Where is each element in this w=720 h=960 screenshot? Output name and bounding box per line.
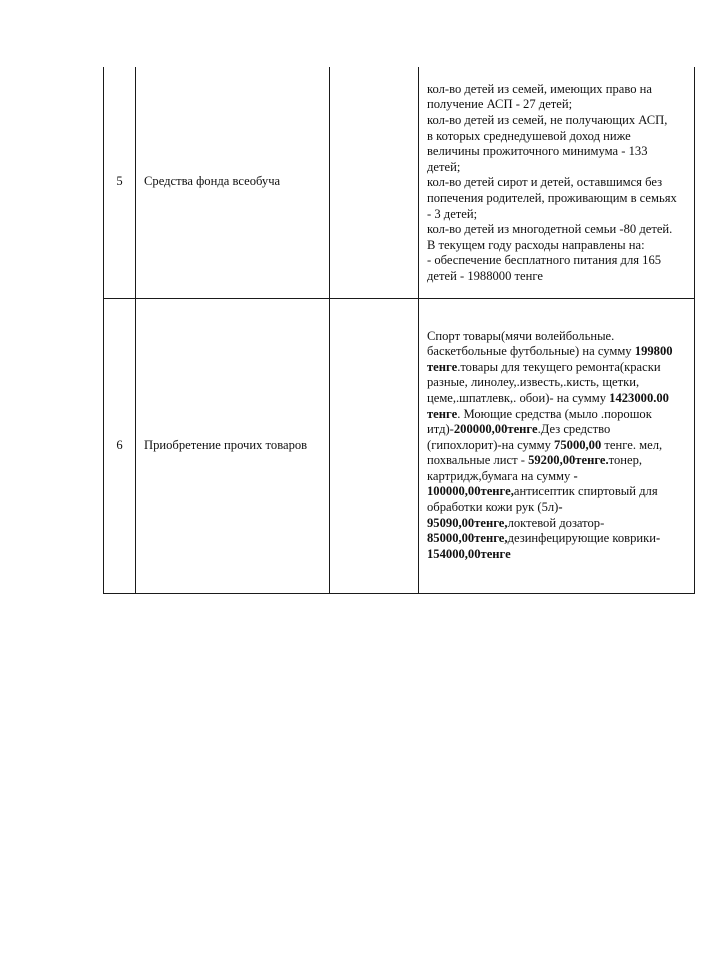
description-line <box>427 516 688 532</box>
bold-run: 95090,00тенге, <box>427 515 508 530</box>
description-line <box>427 453 688 469</box>
text-run: разные, линолеу,.известь,.кисть, щетки, <box>427 375 640 390</box>
row-empty-cell <box>330 298 419 593</box>
text-run: Спорт товары(мячи волейбольные. <box>427 328 615 343</box>
text-run: получение АСП - 27 детей; <box>427 97 573 112</box>
text-run: .товары для текущего ремонта(краски <box>457 359 661 374</box>
text-run: тенге. мел, <box>601 437 663 452</box>
text-run: тонер, <box>608 453 643 468</box>
bold-run: тенге <box>427 359 458 374</box>
text-run: кол-во детей сирот и детей, оставшимся без <box>427 175 663 190</box>
text-run: баскетбольные футбольные) на сумму <box>427 344 635 359</box>
text-run: похвальные лист - <box>427 453 529 468</box>
description-text <box>427 80 688 285</box>
text-run: В текущем году расходы направлены на: <box>427 237 645 252</box>
text-run: в которых среднедушевой доход ниже <box>427 128 631 143</box>
description-line <box>427 97 688 113</box>
description-line <box>427 375 688 391</box>
row-number: 6 <box>104 298 136 593</box>
table-row <box>104 67 695 298</box>
description-line <box>427 238 688 254</box>
row-name: Приобретение прочих товаров <box>136 298 330 593</box>
description-line <box>427 329 688 345</box>
description-line <box>427 144 688 160</box>
description-line <box>427 160 688 176</box>
bold-run: 1423000.00 <box>609 390 669 405</box>
bold-run: - <box>573 468 578 483</box>
bold-run: - <box>558 500 563 515</box>
text-run: - обеспечение бесплатного питания для 165 <box>427 253 662 268</box>
text-run: локтевой дозатор- <box>507 515 605 530</box>
text-run: дезинфецирующие коврики <box>507 531 657 546</box>
table-row <box>104 298 695 593</box>
text-run: детей; <box>427 159 461 174</box>
description-line <box>427 422 688 438</box>
bold-run: 154000,00тенге <box>427 546 511 561</box>
description-line <box>427 407 688 423</box>
row-description <box>419 67 695 298</box>
description-text <box>427 329 688 563</box>
text-run: детей - 1988000 тенге <box>427 269 543 284</box>
text-run: .Дез средство <box>537 422 611 437</box>
row-description <box>419 298 695 593</box>
description-line <box>427 547 688 563</box>
description-line <box>427 438 688 454</box>
text-run: (гипохлорит)-на сумму <box>427 437 555 452</box>
text-run: величины прожиточного минимума - 133 <box>427 144 648 159</box>
text-run: - 3 детей; <box>427 206 478 221</box>
text-run: антисептик спиртовый для <box>513 484 658 499</box>
text-run: обработки кожи рук (5л) <box>427 500 559 515</box>
text-run: кол-во детей из семей, имеющих право на <box>427 81 653 96</box>
text-run: картридж,бумага на сумму <box>427 468 574 483</box>
bold-run: 75000,00 <box>554 437 602 452</box>
row-number: 5 <box>104 67 136 298</box>
description-line <box>427 113 688 129</box>
bold-run: 59200,00тенге. <box>528 453 609 468</box>
description-line <box>427 222 688 238</box>
description-line <box>427 391 688 407</box>
bold-run: 100000,00тенге, <box>427 484 514 499</box>
description-line <box>427 531 688 547</box>
text-run: кол-во детей из многодетной семьи -80 детей. <box>427 222 673 237</box>
bold-run: - <box>656 531 661 546</box>
description-line <box>427 191 688 207</box>
bold-run: 199800 <box>634 344 673 359</box>
description-line <box>427 269 688 285</box>
text-run: попечения родителей, проживающим в семьях <box>427 191 677 206</box>
text-run: итд)- <box>427 422 454 437</box>
row-empty-cell <box>330 67 419 298</box>
description-line <box>427 82 688 98</box>
budget-table <box>103 67 695 594</box>
text-run: цеме,.шпатлевк,. обои)- на сумму <box>427 390 610 405</box>
description-line <box>427 129 688 145</box>
description-line <box>427 253 688 269</box>
bold-run: тенге <box>427 406 458 421</box>
description-line <box>427 344 688 360</box>
description-line <box>427 175 688 191</box>
bold-run: 85000,00тенге, <box>427 531 508 546</box>
description-line <box>427 500 688 516</box>
description-line <box>427 207 688 223</box>
row-name: Средства фонда всеобуча <box>136 67 330 298</box>
text-run: кол-во детей из семей, не получающих АСП, <box>427 113 668 128</box>
text-run: . Моющие средства (мыло .порошок <box>457 406 652 421</box>
description-line <box>427 484 688 500</box>
description-line <box>427 360 688 376</box>
bold-run: 200000,00тенге <box>453 422 538 437</box>
description-line <box>427 469 688 485</box>
